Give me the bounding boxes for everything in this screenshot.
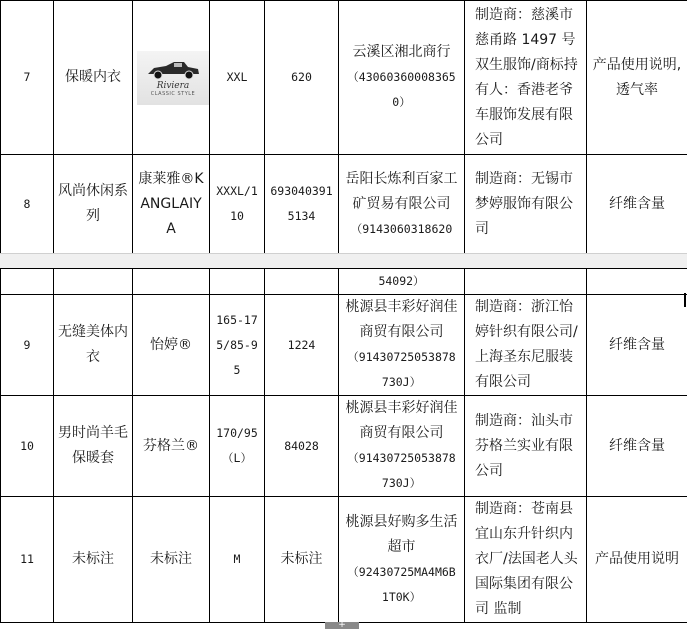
seller-name: 桃源县丰彩好润佳商贸有限公司 <box>346 400 458 441</box>
seller-name: 岳阳长炼利百家工矿贸易有限公司 <box>346 171 458 212</box>
brand: 芬格兰® <box>133 396 210 497</box>
failed-item: 纤维含量 <box>587 155 687 254</box>
results-table-page-2 <box>0 268 687 623</box>
row-number: 11 <box>1 497 54 623</box>
spec: XXXL/110 <box>210 155 265 254</box>
product-name: 男时尚羊毛保暖套 <box>54 396 133 497</box>
results-table-page-1 <box>0 0 687 254</box>
product-name: 风尚休闲系列 <box>54 155 133 254</box>
table-row-continuation <box>1 269 687 295</box>
seller-cell <box>339 1 465 155</box>
seller-cell <box>339 295 465 396</box>
row-number: 9 <box>1 295 54 396</box>
table-row <box>1 155 687 254</box>
seller-id: （91430725053878730J） <box>345 345 458 395</box>
product-code: 1224 <box>265 295 339 396</box>
spec: 170/95（L） <box>210 396 265 497</box>
logo-tagline: CLASSIC STYLE <box>151 91 195 97</box>
seller-name: 桃源县好购多生活超市 <box>346 514 458 555</box>
brand: 康莱雅®KANGLAIYA <box>133 155 210 254</box>
spec: M <box>210 497 265 623</box>
manufacturer: 制造商：苍南县宜山东升针织内衣厂/法国老人头国际集团有限公司 监制 <box>465 497 587 623</box>
product-name: 保暖内衣 <box>54 1 133 155</box>
product-code: 6930403915134 <box>265 155 339 254</box>
seller-id-continuation: 54092） <box>339 269 465 295</box>
product-name: 无缝美体内衣 <box>54 295 133 396</box>
seller-name: 云溪区湘北商行 <box>353 44 451 60</box>
scroll-tab-label: + <box>325 622 359 629</box>
seller-id: （9143060318620 <box>345 217 458 242</box>
failed-item: 产品使用说明,透气率 <box>587 1 687 155</box>
spec: XXL <box>210 1 265 155</box>
product-name: 未标注 <box>54 497 133 623</box>
brand-logo-cell <box>133 1 210 155</box>
row-number: 7 <box>1 1 54 155</box>
car-icon <box>144 59 202 81</box>
page-break <box>0 253 687 269</box>
brand-logo <box>137 51 209 105</box>
failed-item: 纤维含量 <box>587 295 687 396</box>
seller-id: （91430725053878730J） <box>345 446 458 496</box>
seller-cell <box>339 155 465 254</box>
failed-item: 纤维含量 <box>587 396 687 497</box>
spec: 165-175/85-95 <box>210 295 265 396</box>
table-row <box>1 1 687 155</box>
table-row <box>1 295 687 396</box>
row-number: 10 <box>1 396 54 497</box>
row-number: 8 <box>1 155 54 254</box>
seller-cell <box>339 497 465 623</box>
manufacturer: 制造商：慈溪市慈甬路 1497 号双生服饰/商标持有人：香港老爷车服饰发展有限公司 <box>465 1 587 155</box>
manufacturer: 制造商：无锡市梦婷服饰有限公司 <box>465 155 587 254</box>
seller-id: （430603600083650） <box>345 65 458 115</box>
seller-id: （92430725MA4M6B1T0K） <box>345 560 458 610</box>
table-row <box>1 396 687 497</box>
scroll-tab[interactable] <box>325 622 359 629</box>
logo-script-text: Riviera <box>157 81 190 91</box>
product-code: 620 <box>265 1 339 155</box>
brand: 未标注 <box>133 497 210 623</box>
manufacturer: 制造商：浙江怡婷针织有限公司/上海圣东尼服装有限公司 <box>465 295 587 396</box>
manufacturer: 制造商：汕头市芬格兰实业有限公司 <box>465 396 587 497</box>
seller-cell <box>339 396 465 497</box>
product-code: 未标注 <box>265 497 339 623</box>
brand: 怡婷® <box>133 295 210 396</box>
product-code: 84028 <box>265 396 339 497</box>
failed-item: 产品使用说明 <box>587 497 687 623</box>
table-row <box>1 497 687 623</box>
seller-name: 桃源县丰彩好润佳商贸有限公司 <box>346 299 458 340</box>
